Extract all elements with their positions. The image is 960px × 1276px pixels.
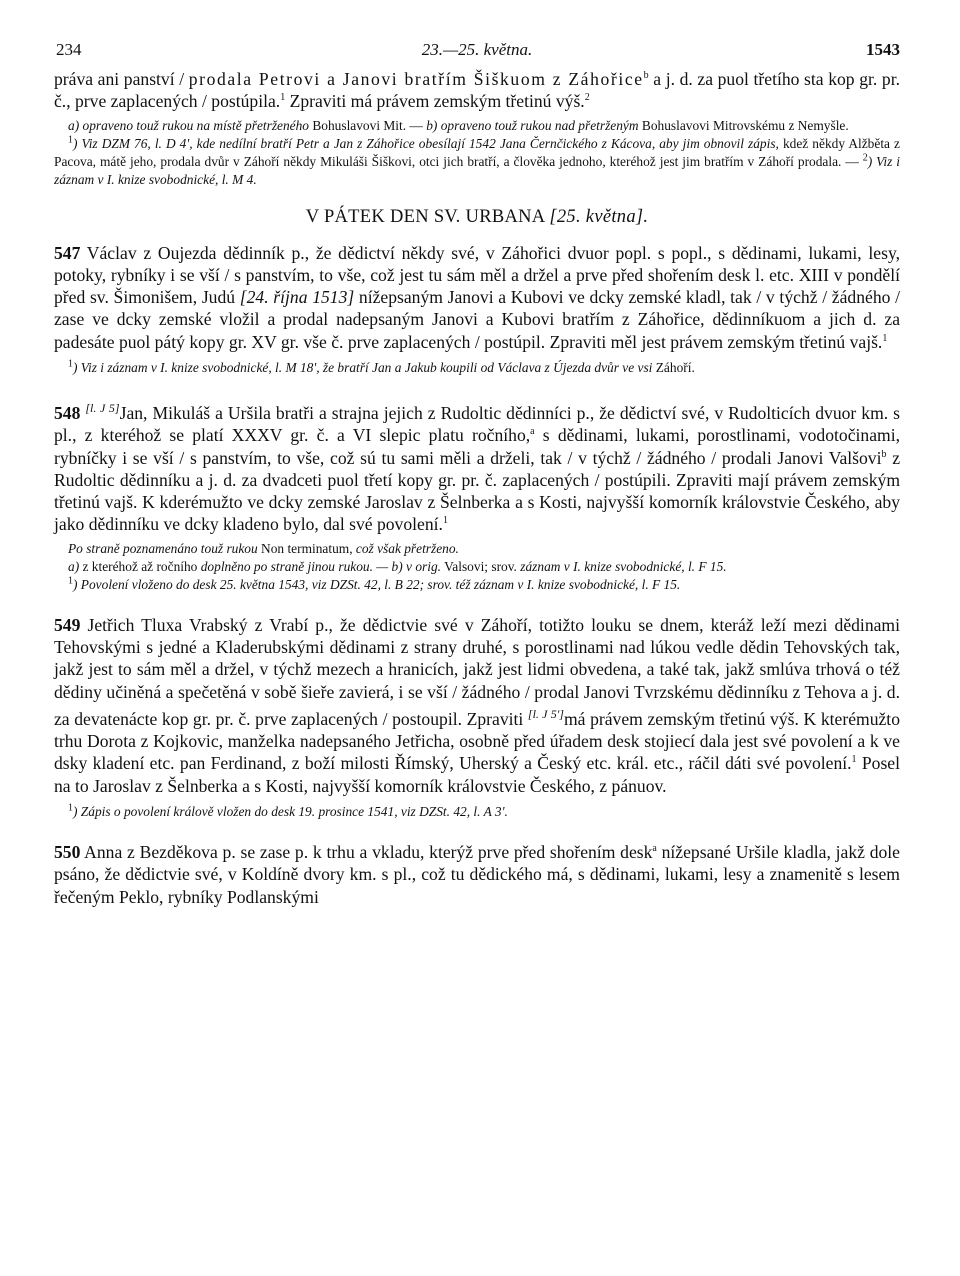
footnote-547: $^1$) Viz i záznam v I. knize svobodnické, l. M 18', že bratří Jan a Jakub koupili od Václava z Újezda dvůr ve vsi Záhoří. xyxy=(68,358,695,376)
margin-reference: [l. J 5] xyxy=(85,401,120,416)
running-header xyxy=(54,40,900,68)
entry-549: 549 Jetřich Tluxa Vrabský z Vrabí p., že dědictvie své v Záhoří, totižto louku se dnem, kteráž leží mezi dědinami Tehovskými s jedné a Kladerubskými dědinami z strany druhé, s porostlinami nad lúkou vedle dědin Tehovských tak, jakž jest to sám měl a držel, v týchž mezech a hranicích, jakž jest lidmi obvedena, a také tak, jakž smlúva trhová o též dědiny učiněná a spečetěná v sobě šieře zavierá, i se vší / žádného / prodal Janovi Tvrzskému dědinníku z Tehova a j. d. za devatenácte kop gr. pr. č. prve zaplacených / postoupil. Zpraviti [l. J 5']má právem zemským třetinú výš. K kterémužto trhu Dorota z Kojkovic, manželka nadepsaného Jetřicha, osobně před úřadem desk stojiecí dala jest své povolení a k ve dsky kladení etc. pan Ferdinand, z boží milosti Římský, Uherský a Český etc. král. etc., ráčil dáti své povolení.$^1$ Posel na to Jaroslav z Šelnberka a s Kosti, najvyšší komorník královstvie Českého, z pánuov. xyxy=(54,614,900,796)
intro-footnote: $^1$) Viz DZM 76, l. D 4', kde nedílní bratří Petr a Jan z Záhořice obesílají 1542 Jana Černčického z Kácova, aby jim obnovil zápis, kdež někdy Alžběta z Pacova, mátě jeho, prodala dvůr v Záhoří někdy Mikuláši Šiškovi, otci jich bratří, a člověka jednoho, kteréhož jest jim bratřím v Záhoří prodala. — $^2$) Viz i záznam v I. knize svobodnické, l. M 4. xyxy=(54,134,900,187)
header-year: 1543 xyxy=(866,40,900,59)
entry-number: 547 xyxy=(54,242,81,263)
textual-note-548: a) z kteréhož až ročního doplněno po straně jinou rukou. — b) v orig. Valsovi; srov. záznam v I. knize svobodnické, l. F 15. xyxy=(68,558,727,574)
margin-reference: [l. J 5'] xyxy=(527,706,564,721)
entry-548: 548 [l. J 5]Jan, Mikuláš a Uršila bratři a strajna jejich z Rudoltic dědinníci p., že dědictví své, v Rudolticích dvuor km. s pl., z kteréhož se platí XXXV gr. č. a VI slepic platu ročního,$^a$ s dědinami, lukami, porostlinami, vodotočinami, rybníčky i se vší / s panstvím, to vše, což sú tu sami měli a drželi, tak / v týchž / žádného / prodali Janovi Valšovi$^b$ z Rudoltic dědinníku a j. d. za dvadceti puol třetí kopy gr. pr. č. zaplacených / postúpili. Zpraviti mají právem zemským třetinú vajš. K kderémužto ve dcky zemské Jaroslav z Šelnberka a s Kosti, najvyšší komorník královstvie Českého, aby jako dědinníku ve dcky kladeno bylo, dal své povolení.$^1$ xyxy=(54,401,901,535)
section-heading: V PÁTEK DEN SV. URBANA [25. května]. xyxy=(305,206,649,227)
entry-550: 550 Anna z Bezděkova p. se zase p. k trhu a vkladu, kterýž prve před shořením desk$^a$ nížepsané Uršile kladla, jakž dole psáno, že dědictvie své, v Koldíně dvory km. s pl., což tu dědického má, s dědinami, lukami, lesy a znamenitě s lesem řečeným Peklo, rybníky Podlanskými xyxy=(54,841,900,907)
intro-textual-note: a) opraveno touž rukou na místě přetrženého Bohuslavovi Mit. — b) opraveno touž rukou nad přetrženým Bohuslavovi Mitrovskému z Nemyšle. xyxy=(68,117,849,133)
entry-547: 547 Václav z Oujezda dědinník p., že dědictví někdy své, v Záhořici dvuor popl. s popl., s dědinami, lukami, lesy, potoky, rybníky i se vší / s panstvím, to vše, což jest tu sám měl a držel a prve před shořením desk l. etc. XIII v pondělí před sv. Šimonišem, Judú [24. října 1513] nížepsaným Janovi a Kubovi ve dcky zemské kladl, tak / v týchž / žádného / zase ve dcky zemské vložil a prodal nadepsaným Janovi a Kubovi bratřím z Záhořice, dědinníkuom a jich d. za padesáte puol pátý kopy gr. XV gr. vše č. prve zaplacených / postúpil. Zpraviti měl jest právem zemským třetinú vajš.$^1$ xyxy=(54,242,900,352)
entry-number: 550 xyxy=(54,841,81,862)
margin-note-548: Po straně poznamenáno touž rukou Non terminatum, což však přetrženo. xyxy=(68,540,459,556)
header-date: 23.—25. května. xyxy=(421,40,533,59)
entry-number: 548 xyxy=(54,402,81,423)
intro-paragraph: práva ani panství / prodala Petrovi a Janovi bratřím Šiškuom z Záhořice$^b$ a j. d. za puol třetího sta kop gr. pr. č., prve zaplacených / postúpila.$^1$ Zpraviti má právem zemským třetinú výš.$^2$ xyxy=(54,69,900,112)
document-page xyxy=(54,40,900,908)
page-number: 234 xyxy=(56,40,82,59)
entry-number: 549 xyxy=(54,614,81,635)
footnote-548: $^1$) Povolení vloženo do desk 25. května 1543, viz DZSt. 42, l. B 22; srov. též záznam v I. knize svobodnické, l. F 15. xyxy=(68,575,681,592)
footnote-549: $^1$) Zápis o povolení králově vložen do desk 19. prosince 1541, viz DZSt. 42, l. A 3'. xyxy=(68,802,508,819)
